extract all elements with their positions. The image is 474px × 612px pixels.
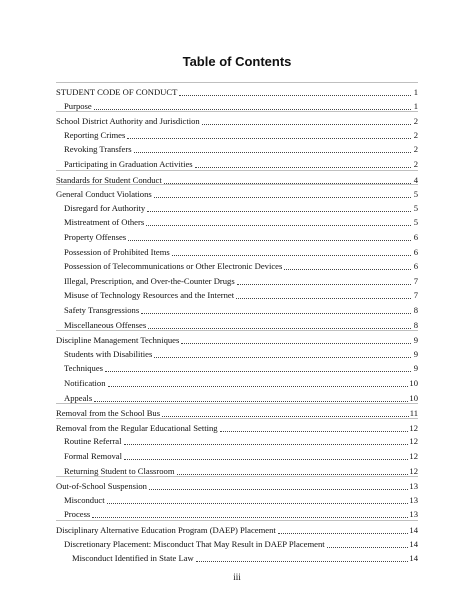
toc-entry[interactable] (56, 184, 418, 199)
toc-entry-page: 13 (409, 509, 418, 520)
toc-entry-label: Possession of Prohibited Items (64, 246, 170, 257)
toc-entry[interactable] (56, 213, 418, 227)
toc-leader-dots (179, 85, 411, 96)
toc-leader-dots (147, 201, 411, 212)
toc-entry-label: Possession of Telecommunications or Other Electronic Devices (64, 261, 283, 272)
toc-entry-page: 2 (413, 159, 418, 169)
toc-leader-dots (94, 99, 411, 110)
toc-leader-dots (146, 215, 411, 226)
toc-entry[interactable] (56, 505, 418, 519)
toc-entry-page: 12 (409, 465, 418, 476)
toc-entry[interactable] (56, 491, 418, 505)
toc-leader-dots (105, 361, 411, 372)
toc-entry-label: Misuse of Technology Resources and the Internet (64, 290, 235, 301)
toc-entry-label: STUDENT CODE OF CONDUCT (56, 87, 178, 97)
toc-entry[interactable] (56, 432, 418, 446)
toc-entry-label: Returning Student to Classroom (64, 465, 175, 476)
toc-entry-label: Revoking Transfers (64, 144, 132, 155)
toc-entry-label: Disregard for Authority (64, 202, 146, 213)
toc-entry-page: 7 (413, 275, 418, 286)
toc-leader-dots (278, 523, 409, 534)
toc-leader-dots (195, 157, 411, 168)
toc-entry-page: 7 (413, 290, 418, 301)
toc-entry-page: 2 (413, 129, 418, 140)
toc-entry[interactable] (56, 316, 418, 330)
toc-entry[interactable] (56, 389, 418, 403)
toc-entry[interactable] (56, 359, 418, 373)
page-number: iii (233, 572, 241, 582)
toc-entry-page: 13 (409, 481, 418, 492)
toc-entry[interactable] (56, 272, 418, 286)
toc-entry-label: Misconduct (64, 494, 105, 505)
toc-entry-page: 5 (413, 217, 418, 228)
toc-entry[interactable] (56, 301, 418, 315)
toc-entry-label: Disciplinary Alternative Education Program (DAEP) Placement (56, 525, 276, 535)
page-title: Table of Contents (182, 54, 292, 69)
toc-leader-dots (134, 142, 411, 153)
toc-entry-label: Miscellaneous Offenses (64, 319, 147, 330)
toc-entry-page: 2 (413, 144, 418, 155)
toc-leader-dots (92, 507, 408, 518)
toc-entry[interactable] (56, 97, 418, 111)
toc-leader-dots (284, 259, 411, 270)
toc-entry[interactable] (56, 330, 418, 345)
toc-entry-label: Purpose (64, 100, 92, 111)
toc-entry-page: 12 (409, 422, 418, 433)
toc-entry[interactable] (56, 447, 418, 461)
toc-leader-dots (181, 333, 411, 344)
toc-entry-page: 9 (413, 363, 418, 374)
toc-entry-label: Routine Referral (64, 436, 122, 447)
toc-entry-label: Removal from the Regular Educational Setting (56, 422, 218, 433)
toc-leader-dots (172, 245, 411, 256)
toc-entry-page: 10 (409, 392, 418, 403)
toc-entry-page: 8 (413, 319, 418, 330)
toc-entry-page: 8 (413, 305, 418, 315)
toc-leader-dots (196, 551, 409, 562)
toc-leader-dots (148, 318, 411, 329)
toc-entry[interactable] (56, 199, 418, 213)
toc-entry-page: 10 (409, 378, 418, 388)
toc-entry[interactable] (56, 243, 418, 257)
toc-entry-page: 6 (413, 232, 418, 242)
toc-entry-label: Property Offenses (64, 232, 127, 242)
toc-leader-dots (149, 479, 408, 490)
toc-entry-label: Techniques (64, 363, 104, 374)
toc-leader-dots (124, 434, 409, 445)
toc-entry-page: 14 (409, 553, 418, 564)
toc-entry-page: 12 (409, 436, 418, 447)
toc-entry[interactable] (56, 520, 418, 535)
toc-entry[interactable] (56, 462, 418, 476)
toc-leader-dots (94, 391, 408, 402)
toc-leader-dots (127, 128, 411, 139)
toc-entry-page: 14 (409, 525, 418, 535)
toc-entry[interactable] (56, 476, 418, 491)
toc-leader-dots (124, 449, 408, 460)
toc-entry-label: Misconduct Identified in State Law (72, 553, 194, 564)
toc-entry-label: Standards for Student Conduct (56, 174, 162, 185)
toc-entry-label: School District Authority and Jurisdiction (56, 116, 200, 127)
toc-leader-dots (108, 376, 409, 387)
toc-entry-label: Out-of-School Suspension (56, 481, 147, 492)
toc-leader-dots (237, 274, 411, 285)
toc-entry-page: 4 (413, 174, 418, 185)
toc-entry-label: Formal Removal (64, 451, 122, 461)
toc-entry[interactable] (56, 140, 418, 154)
toc-entry-label: Removal from the School Bus (56, 408, 161, 419)
toc-entry-label: Students with Disabilities (64, 348, 153, 359)
toc-entry-label: Appeals (64, 392, 93, 403)
toc-entry-label: Discipline Management Techniques (56, 335, 180, 346)
toc-leader-dots (164, 173, 411, 184)
toc-entry-page: 11 (409, 408, 418, 419)
toc-entry-page: 6 (413, 246, 418, 257)
toc-leader-dots (128, 230, 411, 241)
toc-entry[interactable] (56, 418, 418, 433)
toc-entry-label: Notification (64, 378, 106, 388)
toc-entry[interactable] (56, 82, 418, 97)
toc-entry[interactable] (56, 170, 418, 185)
toc-entry[interactable] (56, 535, 418, 549)
toc-entry-page: 13 (409, 494, 418, 505)
toc-leader-dots (154, 187, 411, 198)
toc-leader-dots (177, 464, 409, 475)
toc-entry[interactable] (56, 111, 418, 126)
toc-entry[interactable] (56, 228, 418, 242)
toc-entry-page: 14 (409, 538, 418, 549)
toc-entry-page: 9 (413, 335, 418, 346)
toc-entry[interactable] (56, 257, 418, 271)
toc-entry-page: 9 (413, 348, 418, 359)
toc-entry-page: 5 (413, 189, 418, 200)
toc-entry[interactable] (56, 403, 418, 418)
toc-entry-label: General Conduct Violations (56, 189, 152, 200)
toc-entry[interactable] (56, 345, 418, 359)
toc-leader-dots (202, 114, 411, 125)
toc-entry[interactable] (56, 549, 418, 563)
toc-entry-page: 1 (413, 100, 418, 111)
toc-entry-page: 6 (413, 261, 418, 272)
toc-entry-page: 2 (413, 116, 418, 127)
toc-leader-dots (162, 406, 409, 417)
toc-entry[interactable] (56, 286, 418, 300)
toc-leader-dots (327, 537, 409, 548)
toc-leader-dots (107, 493, 409, 504)
toc-entry-label: Process (64, 509, 91, 520)
toc-entry-label: Safety Transgressions (64, 305, 140, 315)
toc-entry-label: Discretionary Placement: Misconduct That May Result in DAEP Placement (64, 538, 325, 549)
toc-entry-page: 5 (413, 202, 418, 213)
toc-entry-label: Illegal, Prescription, and Over-the-Counter Drugs (64, 275, 235, 286)
toc-entry[interactable] (56, 155, 418, 169)
toc-entry[interactable] (56, 374, 418, 388)
toc-leader-dots (154, 347, 411, 358)
toc-entry-label: Mistreatment of Others (64, 217, 145, 228)
toc-entry[interactable] (56, 126, 418, 140)
toc-entry-label: Reporting Crimes (64, 129, 126, 140)
toc-entry-page: 12 (409, 451, 418, 461)
toc-entry-page: 1 (413, 87, 418, 97)
toc-leader-dots (141, 303, 411, 314)
toc-entry-label: Participating in Graduation Activities (64, 159, 193, 169)
toc-leader-dots (236, 288, 411, 299)
toc-leader-dots (220, 421, 409, 432)
